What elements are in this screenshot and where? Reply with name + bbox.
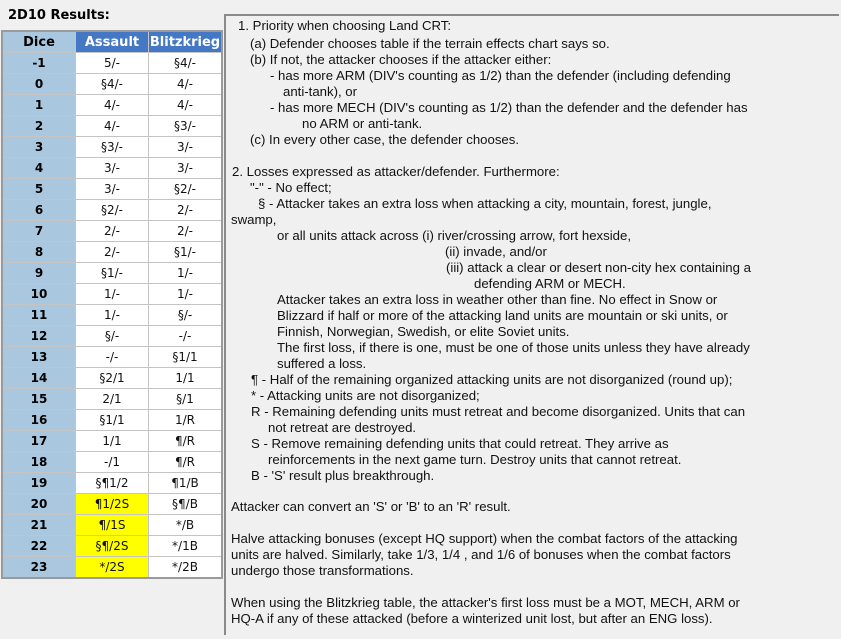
dice-cell: 3 — [2, 137, 76, 158]
table-row — [2, 158, 222, 179]
rule-line: (iii) attack a clear or desert non-city hex containing a — [446, 260, 751, 275]
rule-line: - has more MECH (DIV's counting as 1/2) than the defender and the defender has — [270, 100, 748, 115]
rule-line: (a) Defender chooses table if the terrain effects chart says so. — [250, 36, 610, 51]
blitzkrieg-cell: 2/- — [149, 200, 223, 221]
blitzkrieg-cell: 4/- — [149, 95, 223, 116]
blitzkrieg-cell: 3/- — [149, 158, 223, 179]
dice-cell: 21 — [2, 515, 76, 536]
combat-results-table — [1, 30, 223, 579]
blitzkrieg-cell: ¶/R — [149, 431, 223, 452]
rule-line: no ARM or anti-tank. — [302, 116, 423, 131]
dice-cell: 1 — [2, 95, 76, 116]
rule-line: (b) If not, the attacker chooses if the attacker either: — [250, 52, 552, 67]
dice-cell: 2 — [2, 116, 76, 137]
header-dice: Dice — [2, 31, 76, 53]
rule-line: Halve attacking bonuses (except HQ support) when the combat factors of the attacking — [231, 531, 738, 546]
dice-cell: 18 — [2, 452, 76, 473]
assault-cell: §2/- — [76, 200, 149, 221]
rule-line: 2. Losses expressed as attacker/defender. Furthermore: — [232, 164, 560, 179]
assault-cell: 4/- — [76, 95, 149, 116]
table-row — [2, 200, 222, 221]
dice-cell: 4 — [2, 158, 76, 179]
table-row — [2, 137, 222, 158]
rule-line: Attacker can convert an 'S' or 'B' to an 'R' result. — [231, 499, 511, 514]
table-row — [2, 116, 222, 137]
blitzkrieg-cell: §3/- — [149, 116, 223, 137]
assault-cell: §2/1 — [76, 368, 149, 389]
table-row — [2, 305, 222, 326]
blitzkrieg-cell: §1/- — [149, 242, 223, 263]
blitzkrieg-cell: 1/- — [149, 263, 223, 284]
blitzkrieg-cell: 1/1 — [149, 368, 223, 389]
rule-line: defending ARM or MECH. — [474, 276, 626, 291]
rules-text-panel[interactable] — [224, 14, 839, 635]
rule-line: Finnish, Norwegian, Swedish, or elite Soviet units. — [277, 324, 570, 339]
header-assault: Assault — [76, 31, 149, 53]
rule-line: units are halved. Similarly, take 1/3, 1/4 , and 1/6 of bonuses when the combat factors — [231, 547, 731, 562]
dice-cell: 14 — [2, 368, 76, 389]
rule-line: R - Remaining defending units must retreat and become disorganized. Units that can — [251, 404, 746, 419]
dice-cell: 15 — [2, 389, 76, 410]
assault-cell: 3/- — [76, 158, 149, 179]
assault-cell: 2/- — [76, 221, 149, 242]
assault-cell: §3/- — [76, 137, 149, 158]
rule-line: When using the Blitzkrieg table, the attacker's first loss must be a MOT, MECH, ARM or — [231, 595, 740, 610]
dice-cell: 8 — [2, 242, 76, 263]
table-row — [2, 53, 222, 74]
rule-line: not retreat are destroyed. — [268, 420, 417, 435]
blitzkrieg-cell: */B — [149, 515, 223, 536]
rule-line: swamp, — [231, 212, 277, 227]
blitzkrieg-cell: 1/R — [149, 410, 223, 431]
rule-line: - has more ARM (DIV's counting as 1/2) than the defender (including defending — [270, 68, 731, 83]
table-row — [2, 347, 222, 368]
table-row — [2, 263, 222, 284]
rule-line: anti-tank), or — [283, 84, 358, 99]
dice-cell: 0 — [2, 74, 76, 95]
table-row — [2, 410, 222, 431]
dice-cell: 16 — [2, 410, 76, 431]
rule-line: or all units attack across (i) river/crossing arrow, fort hexside, — [277, 228, 631, 243]
assault-cell: 1/- — [76, 305, 149, 326]
assault-cell: §4/- — [76, 74, 149, 95]
assault-cell: §1/1 — [76, 410, 149, 431]
rule-line: S - Remove remaining defending units that could retreat. They arrive as — [251, 436, 669, 451]
table-row — [2, 536, 222, 557]
dice-cell: 5 — [2, 179, 76, 200]
assault-cell: 3/- — [76, 179, 149, 200]
rule-line: The first loss, if there is one, must be one of those units unless they have already — [277, 340, 750, 355]
table-row — [2, 452, 222, 473]
dice-cell: -1 — [2, 53, 76, 74]
table-row — [2, 242, 222, 263]
rule-line: § - Attacker takes an extra loss when attacking a city, mountain, forest, jungle, — [258, 196, 712, 211]
rule-line: (c) In every other case, the defender chooses. — [250, 132, 520, 147]
dice-cell: 12 — [2, 326, 76, 347]
table-row — [2, 557, 222, 579]
assault-cell: ¶/1S — [76, 515, 149, 536]
blitzkrieg-cell: ¶1/B — [149, 473, 223, 494]
dice-cell: 9 — [2, 263, 76, 284]
assault-cell: 5/- — [76, 53, 149, 74]
assault-cell: 4/- — [76, 116, 149, 137]
assault-cell: 2/- — [76, 242, 149, 263]
dice-cell: 20 — [2, 494, 76, 515]
table-row — [2, 95, 222, 116]
header-blitzkrieg: Blitzkrieg — [149, 31, 223, 53]
assault-cell: ¶1/2S — [76, 494, 149, 515]
blitzkrieg-cell: -/- — [149, 326, 223, 347]
blitzkrieg-cell: §/- — [149, 305, 223, 326]
dice-cell: 19 — [2, 473, 76, 494]
blitzkrieg-cell: §/1 — [149, 389, 223, 410]
blitzkrieg-cell: */2B — [149, 557, 223, 579]
dice-cell: 7 — [2, 221, 76, 242]
table-row — [2, 389, 222, 410]
table-row — [2, 179, 222, 200]
dice-cell: 23 — [2, 557, 76, 579]
dice-cell: 17 — [2, 431, 76, 452]
rule-line: * - Attacking units are not disorganized; — [251, 388, 480, 403]
dice-cell: 22 — [2, 536, 76, 557]
assault-cell: §¶1/2 — [76, 473, 149, 494]
blitzkrieg-cell: 1/- — [149, 284, 223, 305]
assault-cell: -/- — [76, 347, 149, 368]
table-row — [2, 494, 222, 515]
dice-cell: 10 — [2, 284, 76, 305]
blitzkrieg-cell: */1B — [149, 536, 223, 557]
blitzkrieg-cell: ¶/R — [149, 452, 223, 473]
rule-line: undergo those transformations. — [231, 563, 414, 578]
blitzkrieg-cell: §4/- — [149, 53, 223, 74]
assault-cell: §¶/2S — [76, 536, 149, 557]
dice-cell: 6 — [2, 200, 76, 221]
blitzkrieg-cell: 4/- — [149, 74, 223, 95]
rule-line: Blizzard if half or more of the attacking land units are mountain or ski units, or — [277, 308, 728, 323]
table-row — [2, 431, 222, 452]
assault-cell: 2/1 — [76, 389, 149, 410]
rule-line: suffered a loss. — [277, 356, 367, 371]
results-title: 2D10 Results: — [8, 8, 110, 23]
rule-line: reinforcements in the next game turn. Destroy units that cannot retreat. — [268, 452, 682, 467]
assault-cell: 1/1 — [76, 431, 149, 452]
table-row — [2, 368, 222, 389]
rule-line: B - 'S' result plus breakthrough. — [251, 468, 435, 483]
assault-cell: */2S — [76, 557, 149, 579]
blitzkrieg-cell: §2/- — [149, 179, 223, 200]
rule-line: "-" - No effect; — [250, 180, 332, 195]
assault-cell: -/1 — [76, 452, 149, 473]
assault-cell: §1/- — [76, 263, 149, 284]
assault-cell: §/- — [76, 326, 149, 347]
blitzkrieg-cell: §1/1 — [149, 347, 223, 368]
table-row — [2, 74, 222, 95]
table-row — [2, 284, 222, 305]
table-row — [2, 473, 222, 494]
rule-line: Attacker takes an extra loss in weather other than fine. No effect in Snow or — [277, 292, 718, 307]
assault-cell: 1/- — [76, 284, 149, 305]
table-row — [2, 221, 222, 242]
blitzkrieg-cell: 3/- — [149, 137, 223, 158]
rule-line: ¶ - Half of the remaining organized attacking units are not disorganized (round up); — [251, 372, 733, 387]
table-row — [2, 515, 222, 536]
blitzkrieg-cell: 2/- — [149, 221, 223, 242]
dice-cell: 13 — [2, 347, 76, 368]
table-row — [2, 326, 222, 347]
dice-cell: 11 — [2, 305, 76, 326]
rule-line: HQ-A if any of these attacked (before a winterized unit lost, but after an ENG loss). — [231, 611, 713, 626]
blitzkrieg-cell: §¶/B — [149, 494, 223, 515]
rule-line: 1. Priority when choosing Land CRT: — [238, 18, 452, 33]
rule-line: (ii) invade, and/or — [445, 244, 547, 259]
